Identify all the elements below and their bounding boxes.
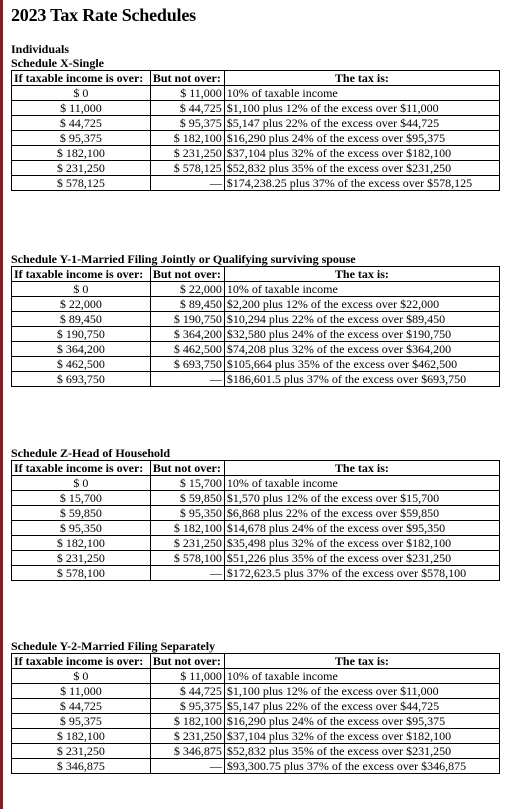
cell-not-over: $ 44,725 <box>150 684 224 699</box>
table-row <box>12 669 500 684</box>
cell-tax: $105,664 plus 35% of the excess over $462,500 <box>224 357 499 372</box>
cell-not-over: $ 11,000 <box>150 669 224 684</box>
cell-tax: $16,290 plus 24% of the excess over $95,375 <box>224 131 499 146</box>
cell-not-over: — <box>150 566 224 581</box>
col-header-not-over: But not over: <box>150 267 224 282</box>
cell-tax: 10% of taxable income <box>224 86 499 101</box>
section-heading-schedule-y2: Schedule Y-2-Married Filing Separately <box>11 639 216 653</box>
cell-not-over: $ 578,125 <box>150 161 224 176</box>
cell-tax: $2,200 plus 12% of the excess over $22,000 <box>224 297 499 312</box>
section-heading-schedule-x: Schedule X-Single <box>11 56 105 70</box>
col-header-over: If taxable income is over: <box>12 654 151 669</box>
table-header-row <box>12 71 500 86</box>
table-row <box>12 342 500 357</box>
cell-not-over: $ 693,750 <box>150 357 224 372</box>
col-header-over: If taxable income is over: <box>12 461 151 476</box>
cell-not-over: $ 22,000 <box>150 282 224 297</box>
cell-tax: $1,570 plus 12% of the excess over $15,700 <box>224 491 499 506</box>
cell-tax: 10% of taxable income <box>224 669 499 684</box>
cell-over: $ 0 <box>12 476 151 491</box>
cell-over: $ 231,250 <box>12 161 151 176</box>
cell-over: $ 11,000 <box>12 101 151 116</box>
cell-not-over: $ 231,250 <box>150 536 224 551</box>
cell-tax: $186,601.5 plus 37% of the excess over $693,750 <box>224 372 499 387</box>
cell-over: $ 44,725 <box>12 116 151 131</box>
table-row <box>12 521 500 536</box>
cell-not-over: $ 95,375 <box>150 116 224 131</box>
cell-over: $ 182,100 <box>12 146 151 161</box>
cell-over: $ 462,500 <box>12 357 151 372</box>
cell-tax: $35,498 plus 32% of the excess over $182,100 <box>224 536 499 551</box>
cell-tax: $52,832 plus 35% of the excess over $231,250 <box>224 744 499 759</box>
table-row <box>12 161 500 176</box>
cell-over: $ 190,750 <box>12 327 151 342</box>
col-header-not-over: But not over: <box>150 461 224 476</box>
cell-over: $ 95,375 <box>12 131 151 146</box>
cell-over: $ 182,100 <box>12 536 151 551</box>
table-row <box>12 506 500 521</box>
cell-tax: $10,294 plus 22% of the excess over $89,450 <box>224 312 499 327</box>
col-header-not-over: But not over: <box>150 654 224 669</box>
cell-not-over: — <box>150 176 224 191</box>
table-row <box>12 714 500 729</box>
cell-tax: $51,226 plus 35% of the excess over $231,250 <box>224 551 499 566</box>
cell-not-over: $ 59,850 <box>150 491 224 506</box>
schedule-y2-table <box>11 653 500 774</box>
table-row <box>12 116 500 131</box>
cell-tax: $14,678 plus 24% of the excess over $95,350 <box>224 521 499 536</box>
cell-not-over: $ 364,200 <box>150 327 224 342</box>
cell-over: $ 231,250 <box>12 551 151 566</box>
schedule-y1-section <box>11 252 500 387</box>
cell-tax: $16,290 plus 24% of the excess over $95,375 <box>224 714 499 729</box>
table-row <box>12 327 500 342</box>
table-row <box>12 176 500 191</box>
cell-over: $ 578,125 <box>12 176 151 191</box>
cell-not-over: $ 95,375 <box>150 699 224 714</box>
cell-over: $ 693,750 <box>12 372 151 387</box>
cell-not-over: $ 182,100 <box>150 131 224 146</box>
table-row <box>12 684 500 699</box>
table-row <box>12 146 500 161</box>
cell-tax: $5,147 plus 22% of the excess over $44,725 <box>224 116 499 131</box>
cell-over: $ 0 <box>12 86 151 101</box>
cell-over: $ 89,450 <box>12 312 151 327</box>
cell-not-over: — <box>150 759 224 774</box>
col-header-tax: The tax is: <box>224 654 499 669</box>
table-row <box>12 86 500 101</box>
col-header-tax: The tax is: <box>224 461 499 476</box>
table-row <box>12 297 500 312</box>
cell-tax: $37,104 plus 32% of the excess over $182,100 <box>224 729 499 744</box>
cell-over: $ 578,100 <box>12 566 151 581</box>
cell-tax: $1,100 plus 12% of the excess over $11,000 <box>224 684 499 699</box>
cell-not-over: $ 182,100 <box>150 714 224 729</box>
cell-over: $ 231,250 <box>12 744 151 759</box>
table-row <box>12 759 500 774</box>
cell-not-over: $ 182,100 <box>150 521 224 536</box>
cell-tax: $5,147 plus 22% of the excess over $44,725 <box>224 699 499 714</box>
table-header-row <box>12 461 500 476</box>
table-row <box>12 744 500 759</box>
cell-over: $ 15,700 <box>12 491 151 506</box>
schedule-y1-table <box>11 266 500 387</box>
table-row <box>12 101 500 116</box>
table-row <box>12 131 500 146</box>
cell-tax: $93,300.75 plus 37% of the excess over $346,875 <box>224 759 499 774</box>
table-row <box>12 699 500 714</box>
cell-tax: $174,238.25 plus 37% of the excess over $578,125 <box>224 176 499 191</box>
cell-over: $ 11,000 <box>12 684 151 699</box>
cell-tax: 10% of taxable income <box>224 476 499 491</box>
cell-tax: $6,868 plus 22% of the excess over $59,850 <box>224 506 499 521</box>
table-header-row <box>12 654 500 669</box>
cell-tax: $172,623.5 plus 37% of the excess over $578,100 <box>224 566 499 581</box>
col-header-tax: The tax is: <box>224 71 499 86</box>
col-header-not-over: But not over: <box>150 71 224 86</box>
section-heading-individuals: Individuals <box>11 42 70 56</box>
table-header-row <box>12 267 500 282</box>
schedule-y2-section <box>11 639 500 774</box>
page-title: 2023 Tax Rate Schedules <box>11 5 196 25</box>
cell-not-over: $ 15,700 <box>150 476 224 491</box>
cell-tax: $74,208 plus 32% of the excess over $364,200 <box>224 342 499 357</box>
cell-tax: $52,832 plus 35% of the excess over $231,250 <box>224 161 499 176</box>
cell-over: $ 346,875 <box>12 759 151 774</box>
cell-not-over: $ 578,100 <box>150 551 224 566</box>
table-row <box>12 536 500 551</box>
cell-tax: $1,100 plus 12% of the excess over $11,000 <box>224 101 499 116</box>
schedule-x-table <box>11 70 500 191</box>
cell-tax: $32,580 plus 24% of the excess over $190,750 <box>224 327 499 342</box>
cell-not-over: $ 231,250 <box>150 146 224 161</box>
table-row <box>12 476 500 491</box>
left-accent-bar <box>0 0 3 809</box>
table-row <box>12 357 500 372</box>
table-row <box>12 551 500 566</box>
cell-not-over: $ 89,450 <box>150 297 224 312</box>
cell-not-over: $ 11,000 <box>150 86 224 101</box>
cell-not-over: $ 95,350 <box>150 506 224 521</box>
cell-over: $ 44,725 <box>12 699 151 714</box>
schedule-z-section <box>11 446 500 581</box>
cell-over: $ 22,000 <box>12 297 151 312</box>
cell-over: $ 182,100 <box>12 729 151 744</box>
section-heading-schedule-z: Schedule Z-Head of Household <box>11 446 171 460</box>
cell-tax: 10% of taxable income <box>224 282 499 297</box>
cell-over: $ 364,200 <box>12 342 151 357</box>
table-row <box>12 282 500 297</box>
cell-not-over: $ 231,250 <box>150 729 224 744</box>
cell-not-over: $ 346,875 <box>150 744 224 759</box>
cell-not-over: — <box>150 372 224 387</box>
cell-tax: $37,104 plus 32% of the excess over $182,100 <box>224 146 499 161</box>
cell-over: $ 0 <box>12 669 151 684</box>
col-header-over: If taxable income is over: <box>12 71 151 86</box>
col-header-tax: The tax is: <box>224 267 499 282</box>
cell-not-over: $ 44,725 <box>150 101 224 116</box>
cell-over: $ 95,375 <box>12 714 151 729</box>
cell-over: $ 95,350 <box>12 521 151 536</box>
cell-not-over: $ 190,750 <box>150 312 224 327</box>
table-row <box>12 566 500 581</box>
schedule-x-section <box>11 42 500 191</box>
table-row <box>12 372 500 387</box>
cell-over: $ 59,850 <box>12 506 151 521</box>
cell-not-over: $ 462,500 <box>150 342 224 357</box>
cell-over: $ 0 <box>12 282 151 297</box>
col-header-over: If taxable income is over: <box>12 267 151 282</box>
table-row <box>12 729 500 744</box>
table-row <box>12 312 500 327</box>
schedule-z-table <box>11 460 500 581</box>
table-row <box>12 491 500 506</box>
section-heading-schedule-y1: Schedule Y-1-Married Filing Jointly or Qualifying surviving spouse <box>11 252 356 266</box>
